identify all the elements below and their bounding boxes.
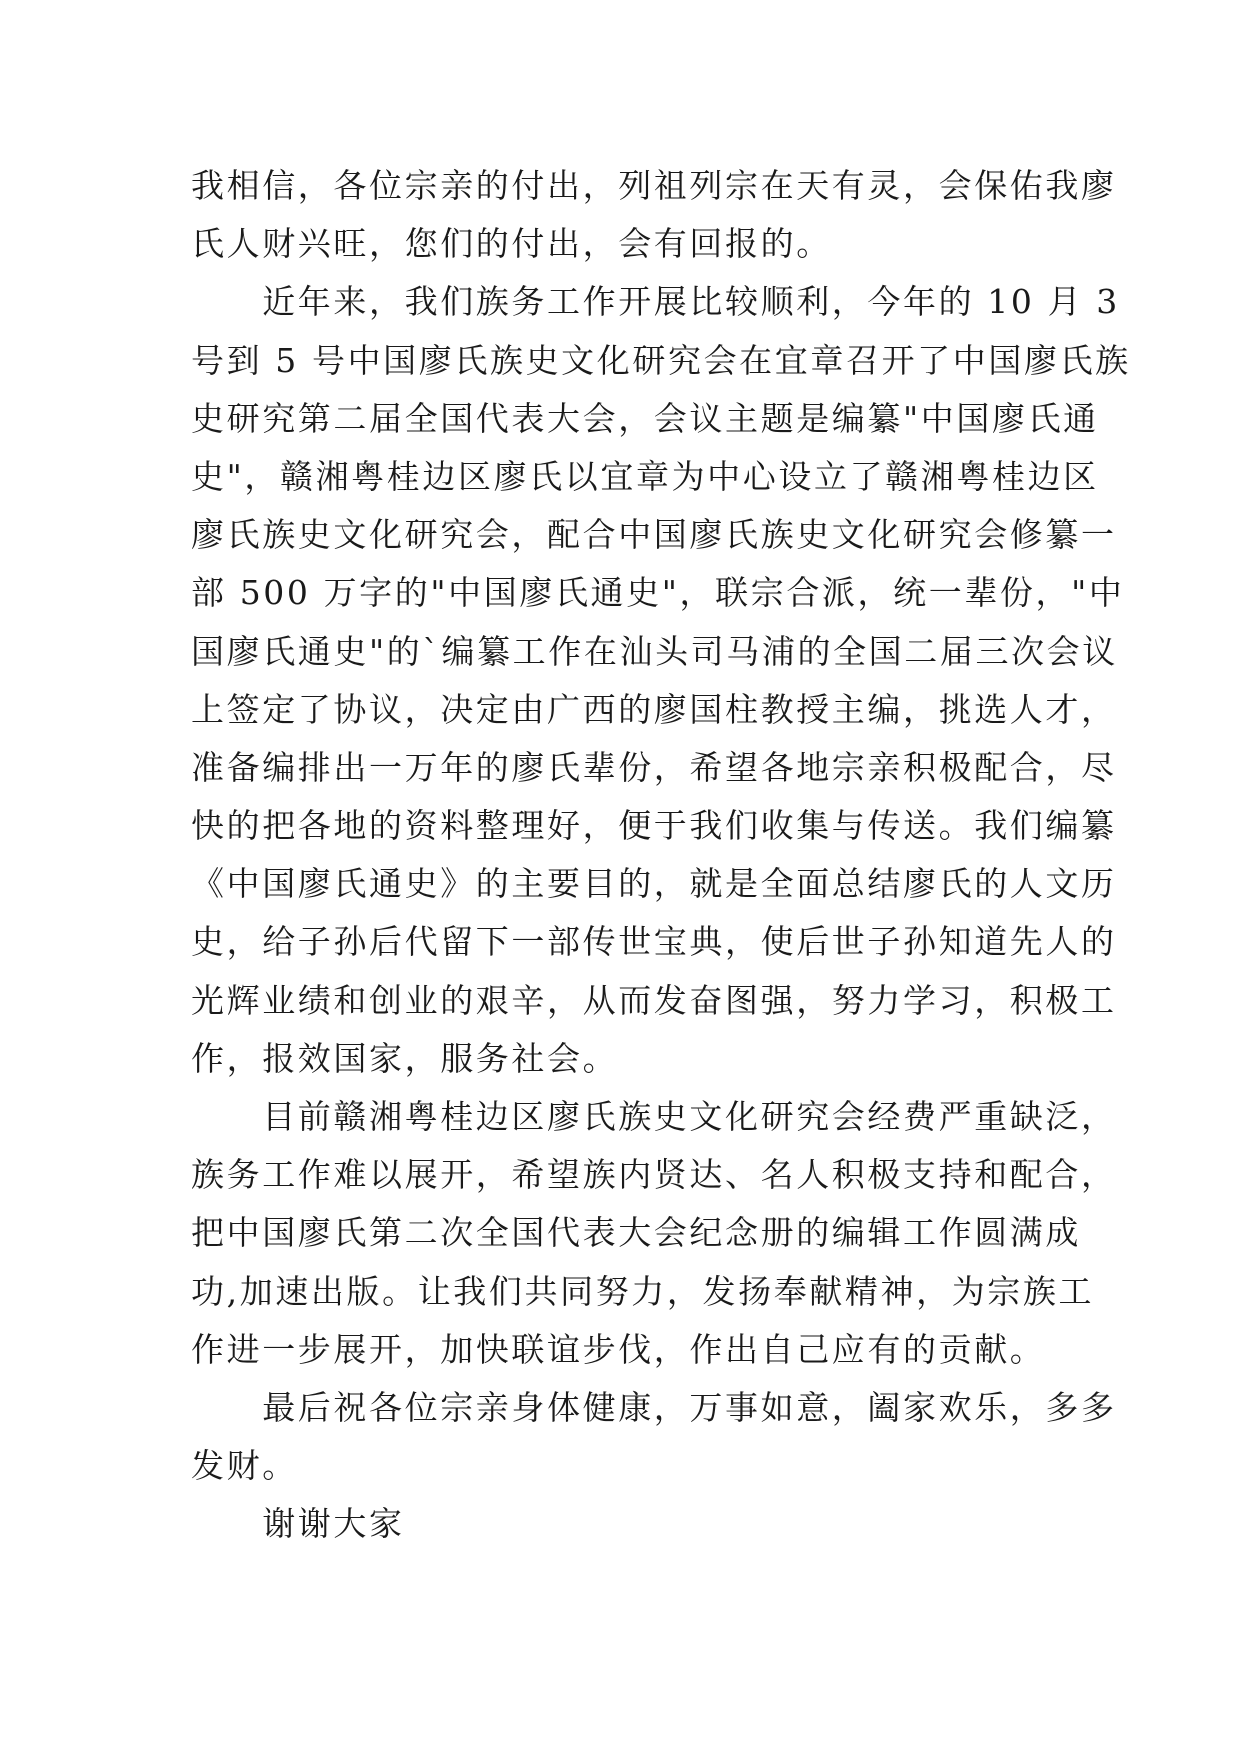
text-line: 《中国廖氏通史》的主要目的，就是全面总结廖氏的人文历 [191,864,1117,904]
text-line: 史，给子孙后代留下一部传世宝典，使后世子孙知道先人的 [191,922,1117,962]
text-line: 作进一步展开，加快联谊步伐，作出自己应有的贡献。 [191,1329,1046,1369]
text-line: 号到 5 号中国廖氏族史文化研究会在宜章召开了中国廖氏族 [191,340,1131,380]
text-line: 近年来，我们族务工作开展比较顺利，今年的 10 月 3 [191,282,1120,322]
text-line: 光辉业绩和创业的艰辛，从而发奋图强，努力学习，积极工 [191,980,1117,1020]
text-line: 史研究第二届全国代表大会，会议主题是编纂"中国廖氏通 [191,398,1099,438]
text-line: 部 500 万字的"中国廖氏通史"，联宗合派，统一辈份，"中 [191,573,1125,613]
text-line: 准备编排出一万年的廖氏辈份，希望各地宗亲积极配合，尽 [191,747,1117,787]
text-line: 国廖氏通史"的`编纂工作在汕头司马浦的全国二届三次会议 [191,631,1118,671]
text-line: 廖氏族史文化研究会，配合中国廖氏族史文化研究会修纂一 [191,515,1117,555]
text-line: 把中国廖氏第二次全国代表大会纪念册的编辑工作圆满成 [191,1213,1081,1253]
text-line: 族务工作难以展开，希望族内贤达、名人积极支持和配合， [191,1155,1117,1195]
text-line: 功,加速出版。让我们共同努力，发扬奉献精神，为宗族工 [191,1271,1095,1311]
text-line: 作，报效国家，服务社会。 [191,1038,619,1078]
text-line: 我相信，各位宗亲的付出，列祖列宗在天有灵，会保佑我廖 [191,166,1117,205]
text-line: 快的把各地的资料整理好，便于我们收集与传送。我们编纂 [191,806,1117,846]
body-text [191,157,1131,1554]
text-line: 氏人财兴旺，您们的付出，会有回报的。 [191,224,832,264]
text-line: 发财。 [191,1446,298,1486]
text-line: 最后祝各位宗亲身体健康，万事如意，阖家欢乐，多多 [191,1387,1117,1427]
text-line: 上签定了协议，决定由广西的廖国柱教授主编，挑选人才， [191,689,1117,729]
text-line: 目前赣湘粤桂边区廖氏族史文化研究会经费严重缺泛， [191,1097,1117,1136]
text-line: 谢谢大家 [191,1504,405,1544]
text-line: 史"，赣湘粤桂边区廖氏以宜章为中心设立了赣湘粤桂边区 [191,456,1099,496]
